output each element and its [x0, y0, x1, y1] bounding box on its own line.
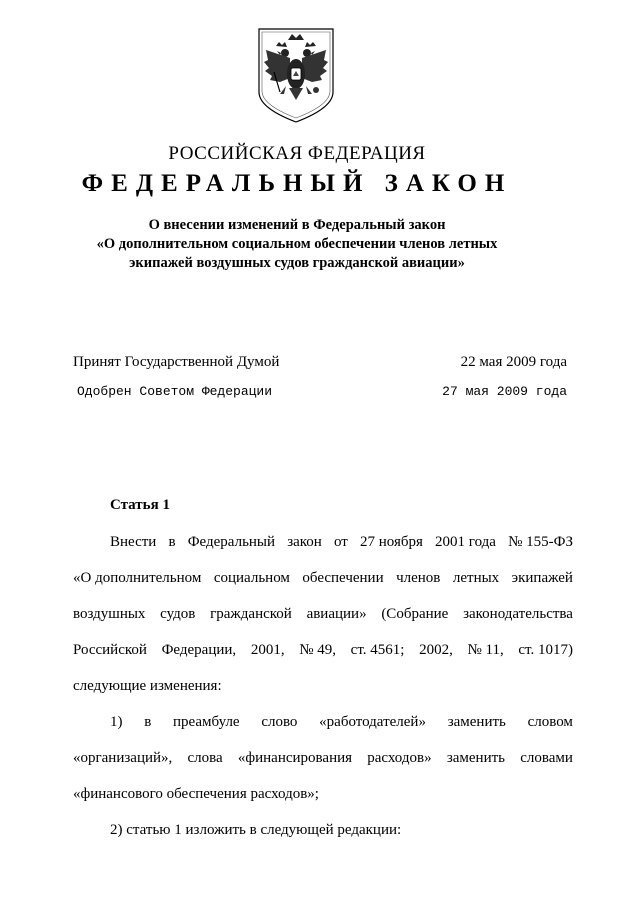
- subtitle-line: экипажей воздушных судов гражданской авиации»: [129, 255, 465, 271]
- article-text-line: [110, 712, 573, 732]
- article-word: Российской: [73, 642, 147, 658]
- subtitle-line: О внесении изменений в Федеральный закон: [148, 217, 446, 233]
- article-word: заменить: [447, 714, 506, 730]
- article-word: экипажей: [511, 570, 573, 586]
- article-word: обеспечении: [302, 570, 384, 586]
- article-word: ст. 4561;: [350, 642, 405, 658]
- article-phrase: 2) статью 1 изложить в следующей редакции:: [110, 822, 402, 838]
- article-word: Внести: [110, 534, 157, 550]
- duma-adoption-date: 22 мая 2009 года: [460, 354, 567, 370]
- article-word: словом: [527, 714, 573, 730]
- article-word: гражданской: [210, 606, 292, 622]
- article-word: 1): [110, 714, 123, 730]
- article-text-line: [73, 748, 573, 768]
- article-word: заменить: [446, 750, 506, 766]
- article-word: Федеральный: [187, 534, 276, 550]
- article-text-line: [73, 640, 573, 660]
- article-word: «финансирования: [237, 750, 353, 766]
- article-word: № 11,: [467, 642, 504, 658]
- article-text-line: [73, 784, 573, 804]
- article-word: ст. 1017): [518, 642, 573, 658]
- article-word: (Собрание: [381, 606, 449, 622]
- article-word: судов: [160, 606, 196, 622]
- article-word: членов: [396, 570, 441, 586]
- duma-adoption-label: Принят Государственной Думой: [73, 354, 280, 370]
- article-word: 2001 года: [435, 534, 496, 550]
- article-word: Федерации,: [161, 642, 237, 658]
- article-word: словами: [520, 750, 573, 766]
- article-word: закон: [287, 534, 322, 550]
- article-word: слово: [261, 714, 298, 730]
- article-phrase: следующие изменения:: [73, 678, 222, 694]
- coat-of-arms-emblem-icon: [256, 26, 336, 124]
- article-word: от: [333, 534, 348, 550]
- article-word: 27 ноября: [359, 534, 423, 550]
- article-word: 2002,: [419, 642, 453, 658]
- subtitle-line: «О дополнительном социальном обеспечении членов летных: [96, 236, 498, 252]
- article-phrase: «финансового обеспечения расходов»;: [73, 786, 319, 802]
- article-word: № 155-ФЗ: [508, 534, 573, 550]
- article-word: в: [144, 714, 152, 730]
- article-word: авиации»: [306, 606, 367, 622]
- article-text-line: [110, 532, 573, 552]
- article-word: расходов»: [367, 750, 432, 766]
- article-word: законодательства: [463, 606, 573, 622]
- article-heading: Статья 1: [110, 497, 170, 513]
- article-word: слова: [187, 750, 223, 766]
- document-type-title: ФЕДЕРАЛЬНЫЙ ЗАКОН: [81, 170, 513, 197]
- council-approval-label: Одобрен Советом Федерации: [77, 384, 273, 399]
- article-text-line: [110, 820, 573, 840]
- article-word: социальном: [213, 570, 290, 586]
- article-word: 2001,: [250, 642, 285, 658]
- article-word: в: [168, 534, 176, 550]
- article-word: «работодателей»: [319, 714, 426, 730]
- article-text-line: [73, 568, 573, 588]
- country-name: РОССИЙСКАЯ ФЕДЕРАЦИЯ: [168, 143, 426, 164]
- article-text-line: [73, 604, 573, 624]
- article-word: № 49,: [299, 642, 337, 658]
- council-approval-date: 27 мая 2009 года: [442, 384, 567, 399]
- article-text-line: [73, 676, 573, 696]
- article-word: «организаций»,: [73, 750, 173, 766]
- article-word: летных: [452, 570, 500, 586]
- article-word: воздушных: [73, 606, 146, 622]
- article-word: преамбуле: [173, 714, 240, 730]
- law-subtitle: [0, 216, 594, 273]
- article-word: «О дополнительном: [73, 570, 202, 586]
